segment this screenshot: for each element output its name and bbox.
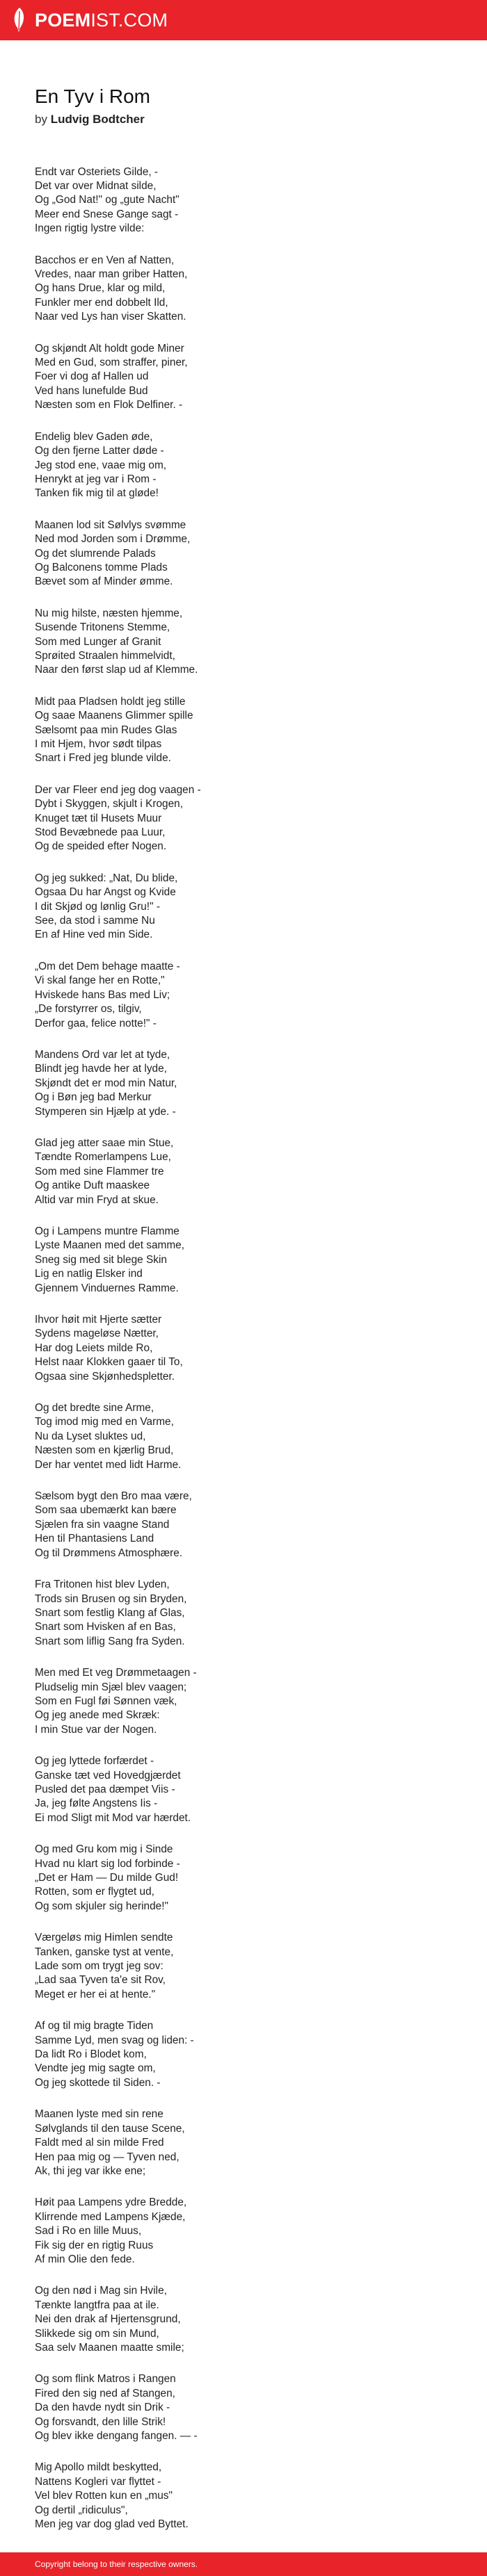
quill-pen-icon [8,7,29,33]
poem-line: Og jeg skottede til Siden. - [35,2076,161,2089]
poem-line: Samme Lyd, men svag og liden: - [35,2034,194,2046]
poem-line: Høit paa Lampens ydre Bredde, [35,2196,187,2209]
poem-line: Af min Olie den fede. [35,2253,135,2265]
poem-line: Sælsom bygt den Bro maa være, [35,1490,192,1503]
poem-line: Foer vi dog af Hallen ud [35,370,149,383]
poem-line: Knuget tæt til Husets Muur [35,812,162,824]
poem-line: Midt paa Pladsen holdt jeg stille [35,695,186,708]
poem-line: Ak, thi jeg var ikke ene; [35,2165,146,2177]
poem-line: Susende Tritonens Stemme, [35,621,170,634]
poem-line: Der har ventet med lidt Harme. [35,1458,182,1471]
poem-line: Tændte Romerlampens Lue, [35,1151,171,1164]
poem-line: Vredes, naar man griber Hatten, [35,268,188,281]
poem-line: Pludselig min Sjæl blev vaagen; [35,1681,187,1693]
poem-line: Hvad nu klart sig lod forbinde - [35,1857,180,1870]
poem-line: Maanen lyste med sin rene [35,2108,163,2121]
site-logo-link[interactable] [8,7,168,33]
poem-line: Som med sine Flammer tre [35,1165,164,1177]
poem-stanza [35,2019,452,2090]
poem-line: I dit Skjød og lønlig Gru!" - [35,900,160,913]
poem-line: Vel blev Rotten kun en „mus" [35,2490,173,2502]
poem-line: Nu mig hilste, næsten hjemme, [35,607,183,619]
poem-line: Ned mod Jorden som i Drømme, [35,533,191,546]
poem-line: Og den nød i Mag sin Hvile, [35,2285,167,2297]
poem-line: Saa selv Maanen maatte smile; [35,2341,184,2354]
poem-line: Sølvglands til den tause Scene, [35,2122,185,2135]
poem-stanza [35,1313,452,1384]
poem-line: Og saae Maanens Glimmer spille [35,710,193,722]
poem-line: Glad jeg atter saae min Stue, [35,1136,174,1149]
poem-stanza [35,254,452,325]
poem-line: Og den fjerne Latter døde - [35,445,164,457]
poem-line: Og det bredte sine Arme, [35,1402,154,1415]
poem-stanza [35,2108,452,2178]
poem-line: Snart i Fred jeg blunde vilde. [35,752,171,765]
poem-line: Fired den sig ned af Stangen, [35,2387,175,2399]
poem-article [35,85,452,2549]
copyright-text: Copyright belong to their respective owners. [35,2559,198,2569]
poem-line: Og i Lampens muntre Flamme [35,1225,179,1237]
poem-line: Og med Gru kom mig i Sinde [35,1843,173,1856]
poem-line: Næsten som en kjærlig Brud, [35,1444,174,1457]
site-footer [0,2552,487,2576]
poem-line: Ved hans lunefulde Bud [35,384,148,397]
poem-line: Bacchos er en Ven af Natten, [35,254,175,266]
poem-stanza [35,1843,452,1914]
poem-line: Og hans Drue, klar og mild, [35,282,166,295]
poem-line: Fra Tritonen hist blev Lyden, [35,1579,170,1591]
poem-line: Tanken, ganske tyst at vente, [35,1946,174,1958]
poem-stanza [35,695,452,766]
poem-stanza [35,1401,452,1472]
poem-line: Rotten, som er flygtet ud, [35,1886,154,1898]
poem-line: Bævet som af Minder ømme. [35,576,173,588]
poem-line: Henrykt at jeg var i Rom - [35,473,157,485]
poem-line: Tænkte langtfra paa at ile. [35,2299,159,2311]
poem-line: Fik sig der en rigtig Ruus [35,2239,154,2251]
poem-stanza [35,165,452,236]
poem-line: Værgeløs mig Himlen sendte [35,1932,173,1944]
poem-line: Lyste Maanen med det samme, [35,1239,185,1252]
poem-line: Snart som liflig Sang fra Syden. [35,1635,185,1647]
poem-line: Vi skal fange her en Rotte," [35,975,165,987]
poem-line: Ogsaa Du har Angst og Kvide [35,886,176,899]
poem-line: Meer end Snese Gange sagt - [35,208,179,220]
poem-stanza [35,1666,452,1737]
poem-line: Ei mod Sligt mit Mod var hærdet. [35,1811,191,1824]
poem-line: Snart som Hvisken af en Bas, [35,1621,176,1633]
poem-line: Stod Bevæbnede paa Luur, [35,826,166,839]
poem-line: Som med Lunger af Granit [35,635,161,648]
poem-line: „Lad saa Tyven ta'e sit Rov, [35,1974,166,1987]
poem-line: Stymperen sin Hjælp at yde. - [35,1105,176,1118]
poem-stanza [35,872,452,943]
logo-bold-text: POEM [35,9,91,31]
poem-line: Og blev ikke dengang fangen. — - [35,2430,198,2442]
poem-line: Endelig blev Gaden øde, [35,430,153,443]
author-link[interactable]: Ludvig Bodtcher [50,112,145,126]
poem-line: Endt var Osteriets Gilde, - [35,165,159,178]
poem-line: Der var Fleer end jeg dog vaagen - [35,783,201,796]
poem-line: Nei den drak af Hjertensgrund, [35,2313,181,2326]
poem-line: Lade som om trygt jeg sov: [35,1960,163,1973]
poem-line: Som saa ubemærkt kan bære [35,1504,177,1517]
poem-stanza [35,1578,452,1649]
poem-line: „Det er Ham — Du milde Gud! [35,1872,179,1884]
poem-line: Ihvor høit mit Hjerte sætter [35,1314,162,1326]
poem-line: Blindt jeg havde her at lyde, [35,1063,167,1075]
poem-line: Og forsvandt, den lille Strik! [35,2415,166,2428]
poem-line: Og til Drømmens Atmosphære. [35,1547,183,1559]
poem-line: Lig en natlig Elsker ind [35,1268,143,1280]
poem-line: I mit Hjem, hvor sødt tilpas [35,738,162,750]
poem-stanza [35,1225,452,1296]
poem-line: Dybt i Skyggen, skjult i Krogen, [35,798,184,810]
poem-line: Af og til mig bragte Tiden [35,2020,154,2032]
logo-light-text: IST.COM [90,9,168,31]
poem-line: „Om det Dem behage maatte - [35,960,180,972]
poem-line: Har dog Leiets milde Ro, [35,1342,153,1354]
poem-line: Derfor gaa, felice notte!" - [35,1017,157,1029]
poem-line: Snart som festlig Klang af Glas, [35,1606,185,1619]
poem-line: Slikkede sig om sin Mund, [35,2327,159,2340]
poem-line: Ja, jeg følte Angstens Iis - [35,1798,158,1810]
poem-line: Og Balconens tomme Plads [35,561,168,573]
poem-line: Og som flink Matros i Rangen [35,2373,176,2386]
poem-stanza [35,2461,452,2532]
poem-stanza [35,1754,452,1825]
poem-line: Og „God Nat!" og „gute Nacht" [35,194,179,206]
poem-line: Meget er her ei at hente." [35,1988,156,2000]
poem-line: Nu da Lyset sluktes ud, [35,1430,146,1442]
poem-line: Sprøited Straalen himmelvidt, [35,649,175,662]
poem-line: Tog imod mig med en Varme, [35,1416,174,1428]
poem-byline [35,113,452,127]
poem-line: Hen paa mig og — Tyven ned, [35,2151,179,2163]
poem-line: Sydens mageløse Nætter, [35,1328,159,1340]
poem-line: Og antike Duft maaskee [35,1180,150,1192]
poem-line: Sneg sig med sit blege Skin [35,1253,167,1266]
poem-line: Hen til Phantasiens Land [35,1533,154,1545]
poem-stanza [35,2196,452,2267]
poem-line: Og dertil „ridiculus", [35,2504,128,2516]
poem-line: Ganske tæt ved Hovedgjærdet [35,1769,181,1782]
poem-line: Pusled det paa dæmpet Viis - [35,1783,175,1795]
poem-line: Helst naar Klokken gaaer til To, [35,1356,183,1369]
poem-line: Mandens Ord var let at tyde, [35,1048,170,1061]
poem-line: Og i Bøn jeg bad Merkur [35,1091,152,1104]
poem-stanza [35,1048,452,1119]
poem-line: Og jeg anede med Skræk: [35,1709,160,1722]
poem-line: Med en Gud, som straffer, piner, [35,357,188,369]
poem-line: Og jeg lyttede forfærdet - [35,1755,154,1768]
poem-line: Men jeg var dog glad ved Byttet. [35,2518,189,2531]
poem-line: Funkler mer end dobbelt Ild, [35,296,168,309]
poem-line: Og som skjuler sig herinde!" [35,1900,168,1912]
poem-line: Tanken fik mig til at gløde! [35,487,159,500]
poem-line: Men med Et veg Drømmetaagen - [35,1667,197,1679]
poem-title: En Tyv i Rom [35,85,150,107]
poem-line: Ingen rigtig lystre vilde: [35,222,145,235]
poem-line: Hviskede hans Bas med Liv; [35,988,170,1001]
poem-stanza [35,430,452,501]
poem-stanza [35,519,452,589]
poem-line: „De forstyrrer os, tilgiv, [35,1003,142,1016]
poem-stanza [35,1931,452,2002]
poem-line: Sælsomt paa min Rudes Glas [35,724,177,736]
poem-stanza [35,2372,452,2443]
poem-line: En af Hine ved min Side. [35,929,153,941]
poem-line: Og det slumrende Palads [35,547,156,560]
poem-line: Sjælen fra sin vaagne Stand [35,1518,170,1531]
poem-line: Naar ved Lys han viser Skatten. [35,311,186,323]
poem-line: Faldt med al sin milde Fred [35,2137,164,2149]
poem-stanza [35,342,452,413]
poem-line: Mig Apollo mildt beskytted, [35,2461,162,2474]
poem-line: Da den havde nydt sin Drik - [35,2402,170,2414]
poem-line: Vendte jeg mig sagte om, [35,2062,156,2075]
poem-line: Og de speided efter Nogen. [35,840,167,853]
poem-stanza [35,607,452,678]
poem-line: Det var over Midnat silde, [35,180,157,192]
poem-line: Jeg stod ene, vaae mig om, [35,459,167,471]
poem-line: Trods sin Brusen og sin Bryden, [35,1592,187,1605]
poem-line: Maanen lod sit Sølvlys svømme [35,519,186,531]
poem-stanza [35,960,452,1031]
poem-line: Altid var min Fryd at skue. [35,1193,159,1206]
poem-line: Da lidt Ro i Blodet kom, [35,2048,147,2061]
site-header [0,0,487,40]
poem-line: Som en Fugl føi Sønnen væk, [35,1695,177,1707]
poem-line: Og jeg sukked: „Nat, Du blide, [35,872,178,884]
poem-stanza [35,2284,452,2355]
poem-body [35,165,452,2532]
poem-line: Skjøndt det er mod min Natur, [35,1077,177,1089]
by-label: by [35,112,47,126]
poem-line: Nattens Kogleri var flyttet - [35,2475,161,2488]
poem-stanza [35,783,452,854]
poem-stanza [35,1136,452,1207]
poem-line: Sad i Ro en lille Muus, [35,2225,142,2237]
poem-line: I min Stue var der Nogen. [35,1723,157,1736]
poem-line: Ogsaa sine Skjønhedspletter. [35,1370,175,1383]
poem-line: Naar den først slap ud af Klemme. [35,664,198,676]
poem-line: Og skjøndt Alt holdt gode Miner [35,342,184,354]
site-logo-text [35,11,168,30]
poem-line: See, da stod i samme Nu [35,915,155,927]
poem-line: Klirrende med Lampens Kjæde, [35,2210,186,2223]
poem-stanza [35,1490,452,1560]
poem-line: Gjennem Vinduernes Ramme. [35,1282,179,1294]
poem-line: Næsten som en Flok Delfiner. - [35,399,183,411]
